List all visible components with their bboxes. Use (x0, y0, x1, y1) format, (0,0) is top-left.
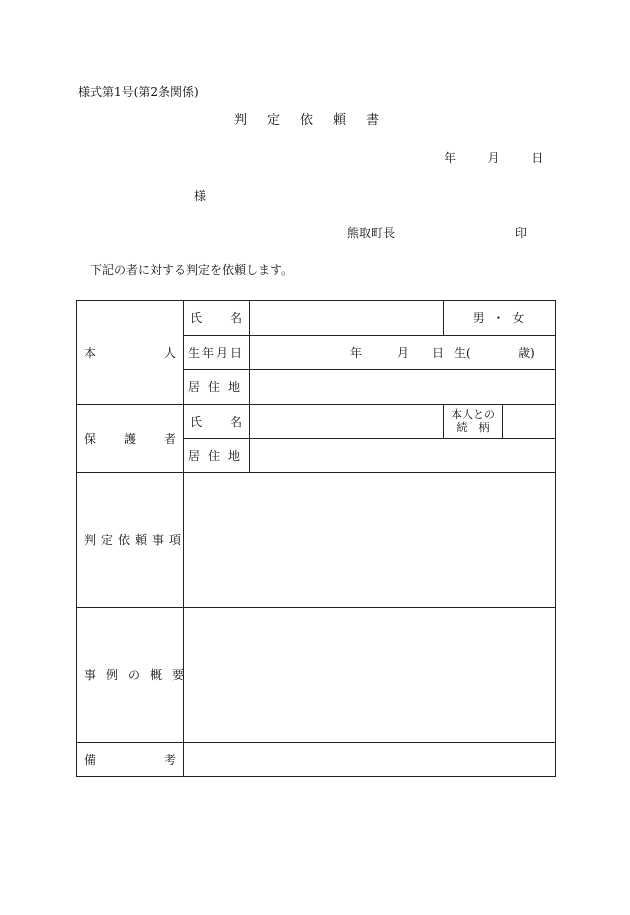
case-summary-label: 事例の概要 (84, 668, 195, 682)
guardian-name-field[interactable] (250, 405, 442, 438)
person-header: 本 人 (84, 345, 176, 360)
request-items-label: 判定依頼事項 (84, 533, 187, 547)
person-address-label: 居住地 (188, 380, 249, 394)
dob-age-open: 生( (454, 345, 471, 360)
date-line (444, 152, 543, 164)
guardian-relation-field[interactable] (503, 405, 555, 438)
dob-day-label: 日 (432, 345, 445, 360)
guardian-relation-label: 本人との 続 柄 (451, 407, 495, 434)
guardian-address-field[interactable] (250, 439, 555, 472)
person-address-field[interactable] (250, 370, 555, 404)
addressee-suffix: 様 (194, 189, 207, 203)
person-name-label: 氏 名 (190, 311, 242, 325)
intro-text: 下記の者に対する判定を依頼します。 (90, 263, 294, 277)
request-items-field[interactable] (184, 473, 555, 607)
dob-month-label: 月 (397, 345, 410, 360)
person-dob-label: 生年月日 (188, 345, 245, 360)
seal-mark: 印 (515, 226, 528, 240)
case-summary-field[interactable] (184, 608, 555, 742)
guardian-address-label: 居住地 (188, 448, 249, 463)
person-gender-field[interactable]: 男 ・ 女 (472, 311, 527, 325)
remarks-label: 備 考 (84, 752, 176, 767)
date-month-label: 月 (487, 151, 500, 165)
form-number: 様式第1号(第2条関係) (78, 85, 199, 99)
remarks-field[interactable] (184, 743, 555, 776)
dob-age-close: 歳) (518, 345, 535, 360)
date-day-label: 日 (531, 151, 544, 165)
person-name-field[interactable] (250, 301, 442, 335)
document-title: 判定依頼書 (234, 113, 400, 128)
date-year-label: 年 (444, 151, 457, 165)
guardian-header: 保 護 者 (84, 431, 176, 446)
sender-name: 熊取町長 (347, 226, 396, 240)
guardian-name-label: 氏 名 (190, 414, 242, 429)
dob-year-label: 年 (350, 345, 363, 360)
person-dob-field[interactable] (250, 335, 555, 369)
